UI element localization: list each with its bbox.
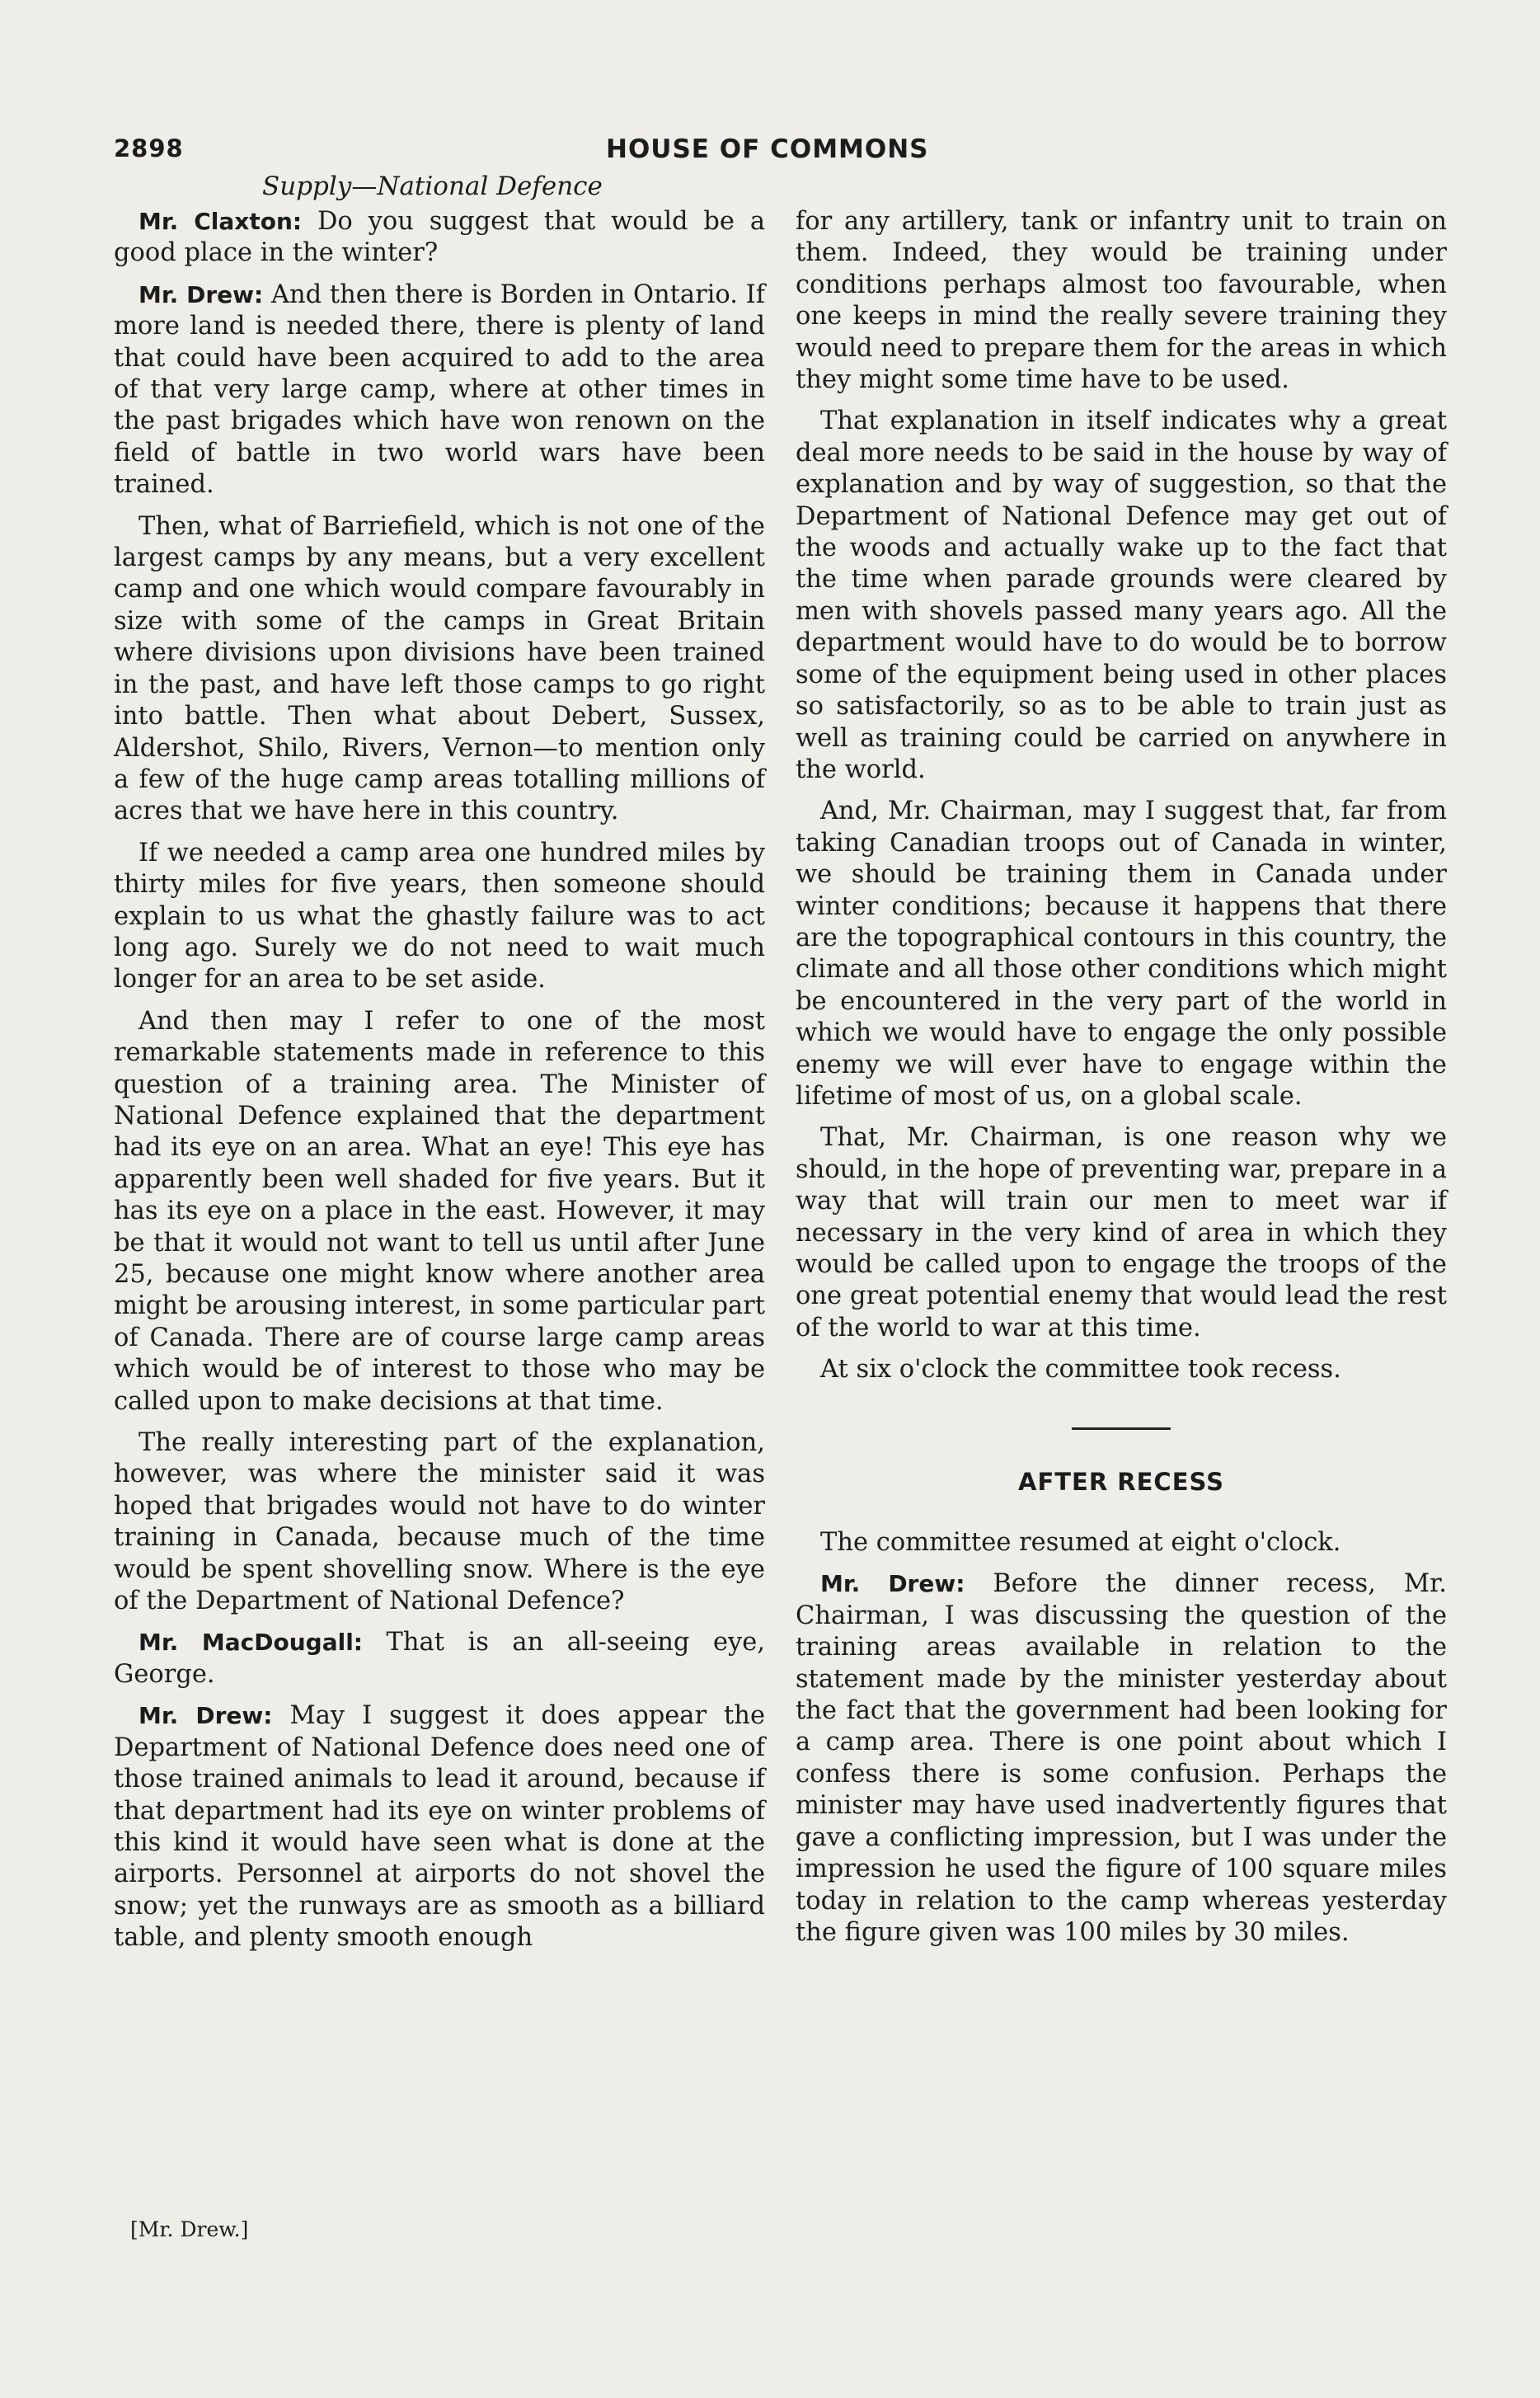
- paragraph: [114, 511, 765, 828]
- paragraph-text: If we needed a camp area one hundred miles by thirty miles for five years, then someone should explain to us what the ghastly failure was to act long ago. Surely we do not need to wait much longer for an area to be set aside.: [114, 838, 765, 994]
- paragraph-text: Do you suggest that would be a good place in the winter?: [114, 207, 766, 268]
- paragraph: [114, 280, 765, 501]
- paragraph: [796, 796, 1447, 1112]
- section-subheading: Supply—National Defence: [262, 172, 603, 201]
- left-column: [114, 206, 765, 1964]
- speaker-name: Mr. MacDougall:: [139, 1629, 363, 1657]
- paragraph: [114, 1627, 765, 1690]
- paragraph: [796, 1527, 1447, 1559]
- speaker-name: Mr. Claxton:: [139, 208, 303, 235]
- speaker-footer-reference: [Mr. Drew.]: [130, 2217, 249, 2241]
- paragraph-text: That explanation in itself indicates why a great deal more needs to be said in the house by way of explanation and by way of suggestion, so that the Department of National Defence may get out of the woods and actually wake up to the fact that the time when parade grounds were cleared by men with shovels passed many years ago. All the department would have to do would be to borrow some of the equipment being used in other places so satisfactorily, so as to be able to train just as well as training could be carried on anywhere in the world.: [796, 407, 1447, 784]
- speaker-name: Mr. Drew:: [139, 1702, 273, 1730]
- paragraph: [114, 1700, 765, 1954]
- section-heading: AFTER RECESS: [1018, 1467, 1224, 1496]
- paragraph: [114, 1006, 765, 1418]
- section-divider: [1072, 1427, 1171, 1430]
- paragraph-text: And then there is Borden in Ontario. If more land is needed there, there is plenty of land that could have been acquired to add to the area of that very large camp, where at other times in the past brigades which have won renown on the field of battle in two world wars have been trained.: [114, 280, 766, 500]
- paragraph-text: The really interesting part of the explanation, however, was where the minister said it was hoped that brigades would not have to do winter training in Canada, because much of the time would be spent shovelling snow. Where is the eye of the Department of National Defence?: [114, 1428, 765, 1616]
- paragraph: [796, 406, 1447, 786]
- paragraph: [796, 1568, 1447, 1949]
- right-column: [796, 206, 1447, 1958]
- paragraph-text: Then, what of Barriefield, which is not one of the largest camps by any means, but a very excellent camp and one which would compare favourably in size with some of the camps in Great Britain where divisions upon divisions have been trained in the past, and have left those camps to go right into battle. Then what about Debert, Sussex, Aldershot, Shilo, Rivers, Vernon—to mention only a few of the huge camp areas totalling millions of acres that we have here in this country.: [114, 511, 765, 826]
- paragraph: [114, 1427, 765, 1617]
- paragraph-text: Before the dinner recess, Mr. Chairman, I was discussing the question of the training areas available in relation to the statement made by the minister yesterday about the fact that the government had been looking for a camp area. There is one point about which I confess there is some confusion. Perhaps the minister may have used inadvertently figures that gave a conflicting impression, but I was under the impression he used the figure of 100 square miles today in relation to the camp whereas yesterday the figure given was 100 miles by 30 miles.: [796, 1569, 1447, 1947]
- paragraph: [796, 1354, 1447, 1385]
- paragraph-text: And, Mr. Chairman, may I suggest that, far from taking Canadian troops out of Canada in winter, we should be training them in Canada under winter conditions; because it happens that there are the topographical contours in this country, the climate and all those other conditions which might be encountered in the very part of the world in which we would have to engage the only possible enemy we will ever have to engage within the lifetime of most of us, on a global scale.: [796, 797, 1447, 1111]
- paragraph-text: That is an all-seeing eye, George.: [114, 1628, 765, 1689]
- paragraph: [796, 206, 1447, 396]
- page-title: HOUSE OF COMMONS: [606, 134, 929, 164]
- paragraph: [114, 838, 765, 996]
- paragraph-text: The committee resumed at eight o'clock.: [820, 1528, 1341, 1558]
- speaker-name: Mr. Drew:: [139, 280, 264, 308]
- page-number: 2898: [114, 134, 184, 162]
- paragraph-text: That, Mr. Chairman, is one reason why we should, in the hope of preventing war, prepare in a way that will train our men to meet war if necessary in the very kind of area in which they would be called upon to engage the troops of the one great potential enemy that would lead the rest of the world to war at this time.: [796, 1123, 1447, 1342]
- paragraph: [114, 206, 765, 270]
- paragraph-text: May I suggest it does appear the Department of National Defence does need one of those trained animals to lead it around, because if that department had its eye on winter problems of this kind it would have seen what is done at the airports. Personnel at airports do not shovel the snow; yet the runways are as smooth as a billiard table, and plenty smooth enough: [114, 1701, 765, 1953]
- paragraph-text: for any artillery, tank or infantry unit to train on them. Indeed, they would be training under conditions perhaps almost too favourable, when one keeps in mind the really severe training they would need to prepare them for the areas in which they might some time have to be used.: [796, 207, 1447, 395]
- paragraph-text: At six o'clock the committee took recess.: [820, 1355, 1341, 1385]
- speaker-name: Mr. Drew:: [820, 1570, 965, 1598]
- paragraph: [796, 1122, 1447, 1344]
- paragraph-text: And then may I refer to one of the most remarkable statements made in reference to this question of a training area. The Minister of National Defence explained that the department had its eye on an area. What an eye! This eye has apparently been well shaded for five years. But it has its eye on a place in the east. However, it may be that it would not want to tell us until after June 25, because one might know where another area might be arousing interest, in some particular part of Canada. There are of course large camp areas which would be of interest to those who may be called upon to make decisions at that time.: [114, 1006, 765, 1416]
